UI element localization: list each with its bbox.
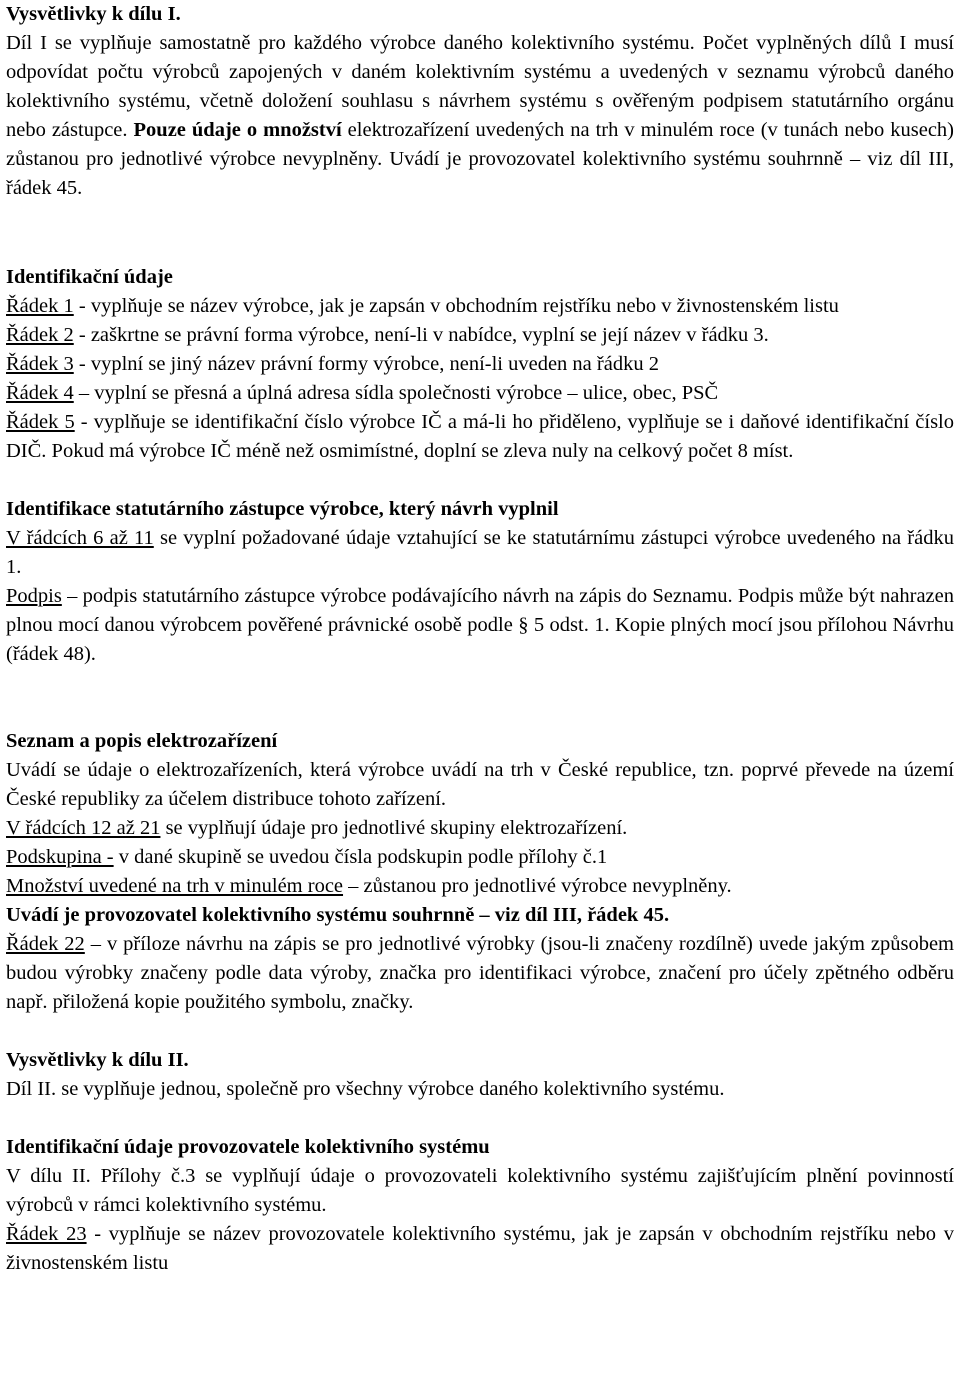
signature-label: Podpis bbox=[6, 585, 62, 607]
row-22-text: – v příloze návrhu na zápis se pro jednotlivé výrobky (jsou-li značeny rozdílně) uvede jakým způsobem budou výrobky značeny podle data výroby, značka pro identifikaci výrobce, značení pro účely zpětného odběru např. přiložená kopie použitého symbolu, značky. bbox=[6, 933, 954, 1013]
rows-12-21-label: V řádcích 12 až 21 bbox=[6, 817, 161, 839]
row-4-text: – vyplní se přesná a úplná adresa sídla společnosti výrobce – ulice, obec, PSČ bbox=[73, 382, 719, 404]
row-1-label: Řádek 1 bbox=[6, 295, 74, 317]
row-1-text: - vyplňuje se název výrobce, jak je zapsán v obchodním rejstříku nebo v živnostenském listu bbox=[73, 295, 839, 317]
list-heading: Seznam a popis elektrozařízení bbox=[6, 730, 278, 752]
list-intro: Uvádí se údaje o elektrozařízeních, která výrobce uvádí na trh v České republice, tzn. poprvé převede na území České republiky za účelem distribuce tohoto zařízení. bbox=[6, 759, 954, 810]
row-4-label: Řádek 4 bbox=[6, 382, 74, 404]
subgroup-label: Podskupina - bbox=[6, 846, 114, 868]
row-5-label: Řádek 5 bbox=[6, 411, 75, 433]
operator-heading: Identifikační údaje provozovatele kolektivního systému bbox=[6, 1136, 490, 1158]
statutory-heading: Identifikace statutárního zástupce výrobce, který návrh vyplnil bbox=[6, 498, 559, 520]
list-rows bbox=[6, 814, 954, 843]
list-row-22 bbox=[6, 930, 954, 1017]
part1-paragraph bbox=[6, 29, 954, 203]
row-2-text: - zaškrtne se právní forma výrobce, není-li v nabídce, vyplní se její název v řádku 3. bbox=[73, 324, 769, 346]
row-3-text: - vyplní se jiný název právní formy výrobce, není-li uveden na řádku 2 bbox=[73, 353, 659, 375]
quantity-label: Množství uvedené na trh v minulém roce bbox=[6, 875, 344, 897]
list-subgroup bbox=[6, 843, 954, 872]
list-quantity bbox=[6, 872, 954, 901]
row-23-label: Řádek 23 bbox=[6, 1223, 87, 1245]
signature-text: – podpis statutárního zástupce výrobce podávajícího návrh na zápis do Seznamu. Podpis může být nahrazen plnou mocí danou výrobcem pověřené právnické osobě podle § 5 odst. 1. Kopie plných mocí jsou přílohou Návrhu (řádek 48). bbox=[6, 585, 954, 665]
ident-row-1 bbox=[6, 292, 954, 321]
row-3-label: Řádek 3 bbox=[6, 353, 74, 375]
ident-row-5 bbox=[6, 408, 954, 466]
ident-row-4 bbox=[6, 379, 954, 408]
part1-text-a: Díl I se vyplňuje samostatně pro každého výrobce daného kolektivního systému. Počet vyplněných dílů I musí odpovídat počtu výrobců zapojených v daném kolektivním systému a uvedených v seznamu výrobců daného kolektivního systému, včetně doložení souhlasu s návrhem systému s ověřeným podpisem statutárního orgánu nebo zástupce. bbox=[6, 32, 954, 141]
ident-row-3 bbox=[6, 350, 954, 379]
ident-heading: Identifikační údaje bbox=[6, 266, 173, 288]
statutory-rows bbox=[6, 524, 954, 582]
part1-heading: Vysvětlivky k dílu I. bbox=[6, 3, 181, 25]
operator-text: V dílu II. Přílohy č.3 se vyplňují údaje o provozovateli kolektivního systému zajišťujícím plnění povinností výrobců v rámci kolektivního systému. bbox=[6, 1165, 954, 1216]
row-5-text: - vyplňuje se identifikační číslo výrobce IČ a má-li ho přiděleno, vyplňuje se i daňové identifikační číslo DIČ. Pokud má výrobce IČ méně než osmimístné, doplní se zleva nuly na celkový počet 8 míst. bbox=[6, 411, 954, 462]
part2-text: Díl II. se vyplňuje jednou, společně pro všechny výrobce daného kolektivního systému. bbox=[6, 1078, 725, 1100]
statutory-signature bbox=[6, 582, 954, 669]
quantity-text: – zůstanou pro jednotlivé výrobce nevyplněny. bbox=[343, 875, 732, 897]
rows-6-11-text: se vyplní požadované údaje vztahující se ke statutárnímu zástupci výrobce uvedeného na řádku 1. bbox=[6, 527, 954, 578]
list-quantity-note: Uvádí je provozovatel kolektivního systému souhrnně – viz díl III, řádek 45. bbox=[6, 904, 670, 926]
subgroup-text: v dané skupině se uvedou čísla podskupin podle přílohy č.1 bbox=[113, 846, 608, 868]
part2-heading: Vysvětlivky k dílu II. bbox=[6, 1049, 189, 1071]
row-2-label: Řádek 2 bbox=[6, 324, 74, 346]
rows-6-11-label: V řádcích 6 až 11 bbox=[6, 527, 154, 549]
part1-text-b: elektrozařízení uvedených na trh v minulém roce (v tunách nebo kusech) zůstanou pro jednotlivé výrobce nevyplněny. Uvádí je provozovatel kolektivního systému souhrnně – viz díl III, řádek 45. bbox=[6, 119, 954, 199]
rows-12-21-text: se vyplňují údaje pro jednotlivé skupiny elektrozařízení. bbox=[160, 817, 628, 839]
ident-row-2 bbox=[6, 321, 954, 350]
row-22-label: Řádek 22 bbox=[6, 933, 85, 955]
part1-bold-text: Pouze údaje o množství bbox=[133, 119, 342, 141]
row-23-text: - vyplňuje se název provozovatele kolektivního systému, jak je zapsán v obchodním rejstříku nebo v živnostenském listu bbox=[6, 1223, 955, 1274]
operator-row-23 bbox=[6, 1220, 954, 1278]
